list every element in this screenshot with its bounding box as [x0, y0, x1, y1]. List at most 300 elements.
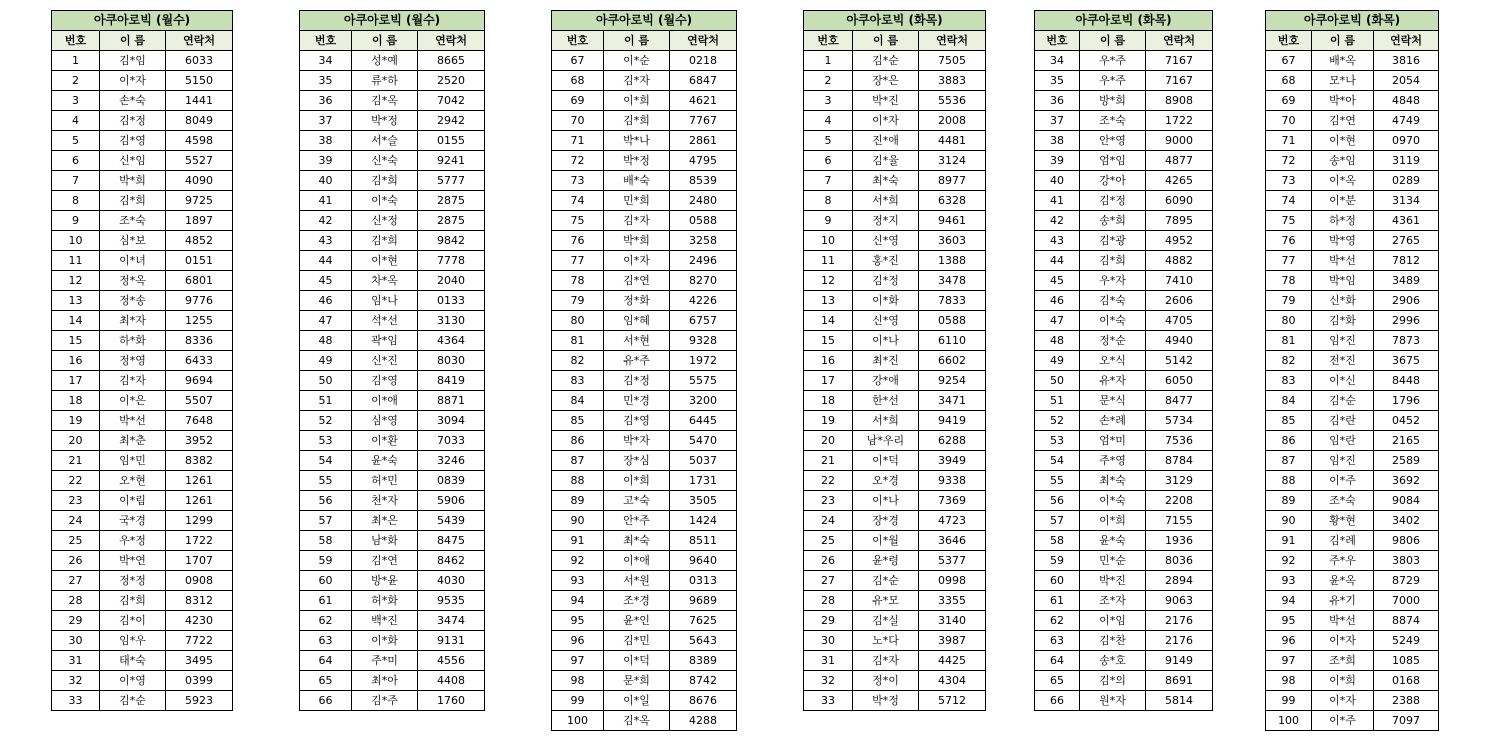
contact-digits: 9806: [1374, 531, 1439, 551]
member-name: 최*숙: [853, 171, 919, 191]
col-header-number: 번호: [1266, 31, 1312, 51]
member-name: 안*주: [604, 511, 670, 531]
contact-digits: 4304: [919, 671, 986, 691]
table-row: [1266, 611, 1439, 631]
table-row: [804, 631, 986, 651]
row-number: 33: [804, 691, 853, 711]
contact-digits: 3129: [1146, 471, 1213, 491]
member-name: 김*례: [1312, 531, 1374, 551]
row-number: 17: [804, 371, 853, 391]
contact-digits: 7778: [418, 251, 485, 271]
contact-digits: 2606: [1146, 291, 1213, 311]
member-name: 서*희: [853, 411, 919, 431]
table-row: [52, 591, 233, 611]
member-name: 김*광: [1080, 231, 1146, 251]
contact-digits: 7155: [1146, 511, 1213, 531]
contact-digits: 3355: [919, 591, 986, 611]
table-title: 아쿠아로빅 (화목): [804, 11, 986, 31]
row-number: 49: [1035, 351, 1080, 371]
table-row: [1035, 411, 1213, 431]
row-number: 26: [52, 551, 100, 571]
member-name: 박*진: [853, 91, 919, 111]
contact-digits: 6801: [166, 271, 233, 291]
table-row: [804, 531, 986, 551]
row-number: 62: [300, 611, 352, 631]
contact-digits: 8511: [670, 531, 737, 551]
row-number: 78: [1266, 271, 1312, 291]
table-row: [1266, 451, 1439, 471]
table-row: [52, 151, 233, 171]
table-row: [552, 71, 737, 91]
table-row: [300, 451, 485, 471]
row-number: 52: [300, 411, 352, 431]
contact-digits: 1722: [1146, 111, 1213, 131]
member-name: 남*화: [352, 531, 418, 551]
contact-digits: 5923: [166, 691, 233, 711]
member-name: 배*숙: [604, 171, 670, 191]
contact-digits: 3402: [1374, 511, 1439, 531]
contact-digits: 2480: [670, 191, 737, 211]
table-row: [1266, 571, 1439, 591]
row-number: 53: [1035, 431, 1080, 451]
contact-digits: 3505: [670, 491, 737, 511]
row-number: 45: [1035, 271, 1080, 291]
member-name: 남*우리: [853, 431, 919, 451]
contact-digits: 4882: [1146, 251, 1213, 271]
row-number: 79: [1266, 291, 1312, 311]
member-name: 김*자: [100, 371, 166, 391]
contact-digits: 8874: [1374, 611, 1439, 631]
member-name: 이*분: [1312, 191, 1374, 211]
contact-digits: 9131: [418, 631, 485, 651]
row-number: 93: [1266, 571, 1312, 591]
table-row: [300, 251, 485, 271]
contact-digits: 5906: [418, 491, 485, 511]
row-number: 50: [300, 371, 352, 391]
row-number: 19: [52, 411, 100, 431]
member-name: 이*희: [604, 91, 670, 111]
row-number: 91: [552, 531, 604, 551]
table-row: [1266, 691, 1439, 711]
contact-digits: 4598: [166, 131, 233, 151]
member-name: 강*아: [1080, 171, 1146, 191]
row-number: 58: [300, 531, 352, 551]
table-title: 아쿠아로빅 (월수): [52, 11, 233, 31]
table-row: [300, 511, 485, 531]
row-number: 55: [1035, 471, 1080, 491]
member-name: 이*숙: [1080, 491, 1146, 511]
row-number: 32: [52, 671, 100, 691]
member-name: 김*화: [1312, 311, 1374, 331]
table-row: [804, 391, 986, 411]
col-header-name: 이 름: [1312, 31, 1374, 51]
table-row: [1035, 691, 1213, 711]
member-name: 임*혜: [604, 311, 670, 331]
row-number: 6: [804, 151, 853, 171]
table-row: [52, 691, 233, 711]
table-row: [1266, 471, 1439, 491]
member-name: 심*보: [100, 231, 166, 251]
contact-digits: 5507: [166, 391, 233, 411]
member-name: 정*정: [100, 571, 166, 591]
contact-digits: 3692: [1374, 471, 1439, 491]
contact-digits: 7410: [1146, 271, 1213, 291]
row-number: 8: [52, 191, 100, 211]
table-row: [1035, 231, 1213, 251]
member-name: 김*영: [604, 411, 670, 431]
contact-digits: 8389: [670, 651, 737, 671]
member-name: 박*희: [100, 171, 166, 191]
table-row: [300, 231, 485, 251]
member-name: 조*자: [1080, 591, 1146, 611]
contact-digits: 8977: [919, 171, 986, 191]
contact-digits: 8908: [1146, 91, 1213, 111]
row-number: 79: [552, 291, 604, 311]
table-row: [804, 191, 986, 211]
row-number: 31: [52, 651, 100, 671]
member-name: 박*진: [1080, 571, 1146, 591]
member-name: 서*원: [604, 571, 670, 591]
row-number: 50: [1035, 371, 1080, 391]
row-number: 81: [1266, 331, 1312, 351]
row-number: 18: [804, 391, 853, 411]
row-number: 99: [1266, 691, 1312, 711]
table-row: [552, 351, 737, 371]
table-row: [804, 591, 986, 611]
row-number: 66: [1035, 691, 1080, 711]
row-number: 8: [804, 191, 853, 211]
contact-digits: 9000: [1146, 131, 1213, 151]
member-name: 임*진: [1312, 331, 1374, 351]
contact-digits: 3949: [919, 451, 986, 471]
table-row: [52, 191, 233, 211]
table-row: [1035, 571, 1213, 591]
member-name: 조*희: [1312, 651, 1374, 671]
contact-digits: 5439: [418, 511, 485, 531]
member-name: 서*슬: [352, 131, 418, 151]
contact-digits: 0399: [166, 671, 233, 691]
row-number: 30: [804, 631, 853, 651]
row-number: 41: [300, 191, 352, 211]
contact-digits: 3119: [1374, 151, 1439, 171]
member-name: 석*선: [352, 311, 418, 331]
contact-digits: 5814: [1146, 691, 1213, 711]
row-number: 84: [1266, 391, 1312, 411]
member-name: 김*실: [853, 611, 919, 631]
contact-digits: 3474: [418, 611, 485, 631]
member-name: 이*자: [604, 251, 670, 271]
contact-digits: 9640: [670, 551, 737, 571]
table-row: [1266, 671, 1439, 691]
table-row: [804, 71, 986, 91]
row-number: 93: [552, 571, 604, 591]
row-number: 56: [300, 491, 352, 511]
row-number: 65: [1035, 671, 1080, 691]
table-row: [52, 531, 233, 551]
member-name: 허*화: [352, 591, 418, 611]
contact-digits: 1972: [670, 351, 737, 371]
member-name: 전*진: [1312, 351, 1374, 371]
table-row: [804, 171, 986, 191]
member-name: 김*란: [1312, 411, 1374, 431]
row-number: 76: [552, 231, 604, 251]
table-row: [1266, 151, 1439, 171]
row-number: 67: [552, 51, 604, 71]
row-number: 85: [552, 411, 604, 431]
member-name: 강*애: [853, 371, 919, 391]
row-number: 20: [52, 431, 100, 451]
contact-digits: 1796: [1374, 391, 1439, 411]
row-number: 61: [300, 591, 352, 611]
contact-digits: 2589: [1374, 451, 1439, 471]
table-row: [552, 631, 737, 651]
member-name: 이*월: [853, 531, 919, 551]
table-row: [552, 411, 737, 431]
row-number: 37: [1035, 111, 1080, 131]
member-name: 이*나: [853, 491, 919, 511]
contact-digits: 4940: [1146, 331, 1213, 351]
contact-digits: 3140: [919, 611, 986, 631]
member-name: 손*숙: [100, 91, 166, 111]
table-row: [1035, 131, 1213, 151]
table-row: [300, 391, 485, 411]
row-number: 63: [1035, 631, 1080, 651]
table-row: [552, 671, 737, 691]
col-header-name: 이 름: [1080, 31, 1146, 51]
contact-digits: 6602: [919, 351, 986, 371]
table-row: [804, 91, 986, 111]
table-row: [300, 111, 485, 131]
row-number: 85: [1266, 411, 1312, 431]
contact-digits: 0289: [1374, 171, 1439, 191]
contact-digits: 4090: [166, 171, 233, 191]
table-row: [1035, 611, 1213, 631]
table-row: [804, 551, 986, 571]
table-row: [1035, 631, 1213, 651]
table-row: [1035, 391, 1213, 411]
table-row: [552, 431, 737, 451]
row-number: 80: [552, 311, 604, 331]
row-number: 15: [804, 331, 853, 351]
contact-digits: 1388: [919, 251, 986, 271]
table-row: [1266, 491, 1439, 511]
contact-digits: 9063: [1146, 591, 1213, 611]
table-row: [52, 111, 233, 131]
table-row: [300, 411, 485, 431]
member-name: 허*민: [352, 471, 418, 491]
table-row: [804, 51, 986, 71]
row-number: 95: [1266, 611, 1312, 631]
member-name: 박*희: [604, 231, 670, 251]
row-number: 88: [552, 471, 604, 491]
row-number: 76: [1266, 231, 1312, 251]
table-row: [804, 291, 986, 311]
table-row: [552, 231, 737, 251]
row-number: 21: [52, 451, 100, 471]
table-row: [300, 151, 485, 171]
row-number: 92: [1266, 551, 1312, 571]
row-number: 48: [300, 331, 352, 351]
member-name: 박*연: [100, 551, 166, 571]
member-name: 이*환: [352, 431, 418, 451]
row-number: 28: [52, 591, 100, 611]
row-number: 35: [1035, 71, 1080, 91]
row-number: 75: [1266, 211, 1312, 231]
member-name: 우*자: [1080, 271, 1146, 291]
table-row: [300, 491, 485, 511]
contact-digits: 3094: [418, 411, 485, 431]
contact-digits: 0168: [1374, 671, 1439, 691]
row-number: 23: [52, 491, 100, 511]
table-row: [52, 431, 233, 451]
row-number: 6: [52, 151, 100, 171]
table-row: [1035, 451, 1213, 471]
table-title: 아쿠아로빅 (화목): [1035, 11, 1213, 31]
table-row: [1035, 371, 1213, 391]
row-number: 2: [804, 71, 853, 91]
contact-digits: 0908: [166, 571, 233, 591]
row-number: 64: [300, 651, 352, 671]
table-title: 아쿠아로빅 (화목): [1266, 11, 1439, 31]
contact-digits: 4705: [1146, 311, 1213, 331]
row-number: 71: [1266, 131, 1312, 151]
table-row: [300, 91, 485, 111]
row-number: 80: [1266, 311, 1312, 331]
contact-digits: 2875: [418, 211, 485, 231]
contact-digits: 5777: [418, 171, 485, 191]
col-header-contact: 연락처: [418, 31, 485, 51]
member-name: 우*정: [100, 531, 166, 551]
row-number: 63: [300, 631, 352, 651]
contact-digits: 6033: [166, 51, 233, 71]
table-row: [1266, 551, 1439, 571]
contact-digits: 2861: [670, 131, 737, 151]
row-number: 68: [1266, 71, 1312, 91]
table-row: [52, 551, 233, 571]
member-name: 이*덕: [604, 651, 670, 671]
table-row: [52, 231, 233, 251]
table-row: [552, 371, 737, 391]
table-row: [1266, 391, 1439, 411]
table-row: [52, 411, 233, 431]
member-name: 최*아: [352, 671, 418, 691]
table-row: [1266, 651, 1439, 671]
contact-digits: 8539: [670, 171, 737, 191]
row-number: 27: [52, 571, 100, 591]
contact-digits: 8049: [166, 111, 233, 131]
member-name: 임*나: [352, 291, 418, 311]
table-row: [52, 51, 233, 71]
table-row: [552, 271, 737, 291]
row-number: 69: [1266, 91, 1312, 111]
row-number: 83: [1266, 371, 1312, 391]
row-number: 82: [552, 351, 604, 371]
row-number: 26: [804, 551, 853, 571]
member-name: 문*식: [1080, 391, 1146, 411]
member-name: 이*주: [1312, 471, 1374, 491]
row-number: 37: [300, 111, 352, 131]
contact-digits: 8462: [418, 551, 485, 571]
contact-digits: 1936: [1146, 531, 1213, 551]
contact-digits: 5150: [166, 71, 233, 91]
contact-digits: 3495: [166, 651, 233, 671]
contact-digits: 3471: [919, 391, 986, 411]
member-name: 서*현: [604, 331, 670, 351]
table-row: [52, 511, 233, 531]
contact-digits: 3816: [1374, 51, 1439, 71]
member-name: 윤*인: [604, 611, 670, 631]
table-row: [1035, 51, 1213, 71]
contact-digits: 7000: [1374, 591, 1439, 611]
member-name: 곽*임: [352, 331, 418, 351]
row-number: 22: [52, 471, 100, 491]
member-name: 이*희: [1080, 511, 1146, 531]
contact-digits: 2875: [418, 191, 485, 211]
member-name: 이*나: [853, 331, 919, 351]
member-name: 김*정: [604, 371, 670, 391]
contact-digits: 7625: [670, 611, 737, 631]
member-name: 임*진: [1312, 451, 1374, 471]
contact-digits: 7722: [166, 631, 233, 651]
contact-digits: 8270: [670, 271, 737, 291]
row-number: 23: [804, 491, 853, 511]
member-name: 태*숙: [100, 651, 166, 671]
table-row: [804, 211, 986, 231]
row-number: 27: [804, 571, 853, 591]
row-number: 51: [300, 391, 352, 411]
contact-digits: 8676: [670, 691, 737, 711]
col-header-number: 번호: [52, 31, 100, 51]
member-name: 김*정: [100, 111, 166, 131]
row-number: 90: [1266, 511, 1312, 531]
col-header-name: 이 름: [100, 31, 166, 51]
table-row: [552, 171, 737, 191]
row-number: 87: [552, 451, 604, 471]
table-row: [1035, 331, 1213, 351]
member-name: 모*나: [1312, 71, 1374, 91]
table-row: [1035, 671, 1213, 691]
member-name: 김*순: [100, 691, 166, 711]
member-name: 김*희: [100, 191, 166, 211]
row-number: 34: [300, 51, 352, 71]
row-number: 19: [804, 411, 853, 431]
contact-digits: 8382: [166, 451, 233, 471]
row-number: 14: [804, 311, 853, 331]
table-row: [1266, 51, 1439, 71]
table-row: [1035, 111, 1213, 131]
table-row: [52, 271, 233, 291]
table-row: [552, 451, 737, 471]
contact-digits: 8871: [418, 391, 485, 411]
row-number: 48: [1035, 331, 1080, 351]
col-header-name: 이 름: [352, 31, 418, 51]
member-name: 김*이: [100, 611, 166, 631]
member-name: 송*호: [1080, 651, 1146, 671]
member-name: 정*이: [853, 671, 919, 691]
member-name: 손*례: [1080, 411, 1146, 431]
member-name: 이*일: [604, 691, 670, 711]
row-number: 66: [300, 691, 352, 711]
contact-digits: 6445: [670, 411, 737, 431]
member-name: 민*경: [604, 391, 670, 411]
contact-digits: 1707: [166, 551, 233, 571]
contact-digits: 4265: [1146, 171, 1213, 191]
table-row: [1266, 311, 1439, 331]
contact-digits: 1299: [166, 511, 233, 531]
table-row: [552, 311, 737, 331]
table-row: [1266, 251, 1439, 271]
contact-digits: 7369: [919, 491, 986, 511]
